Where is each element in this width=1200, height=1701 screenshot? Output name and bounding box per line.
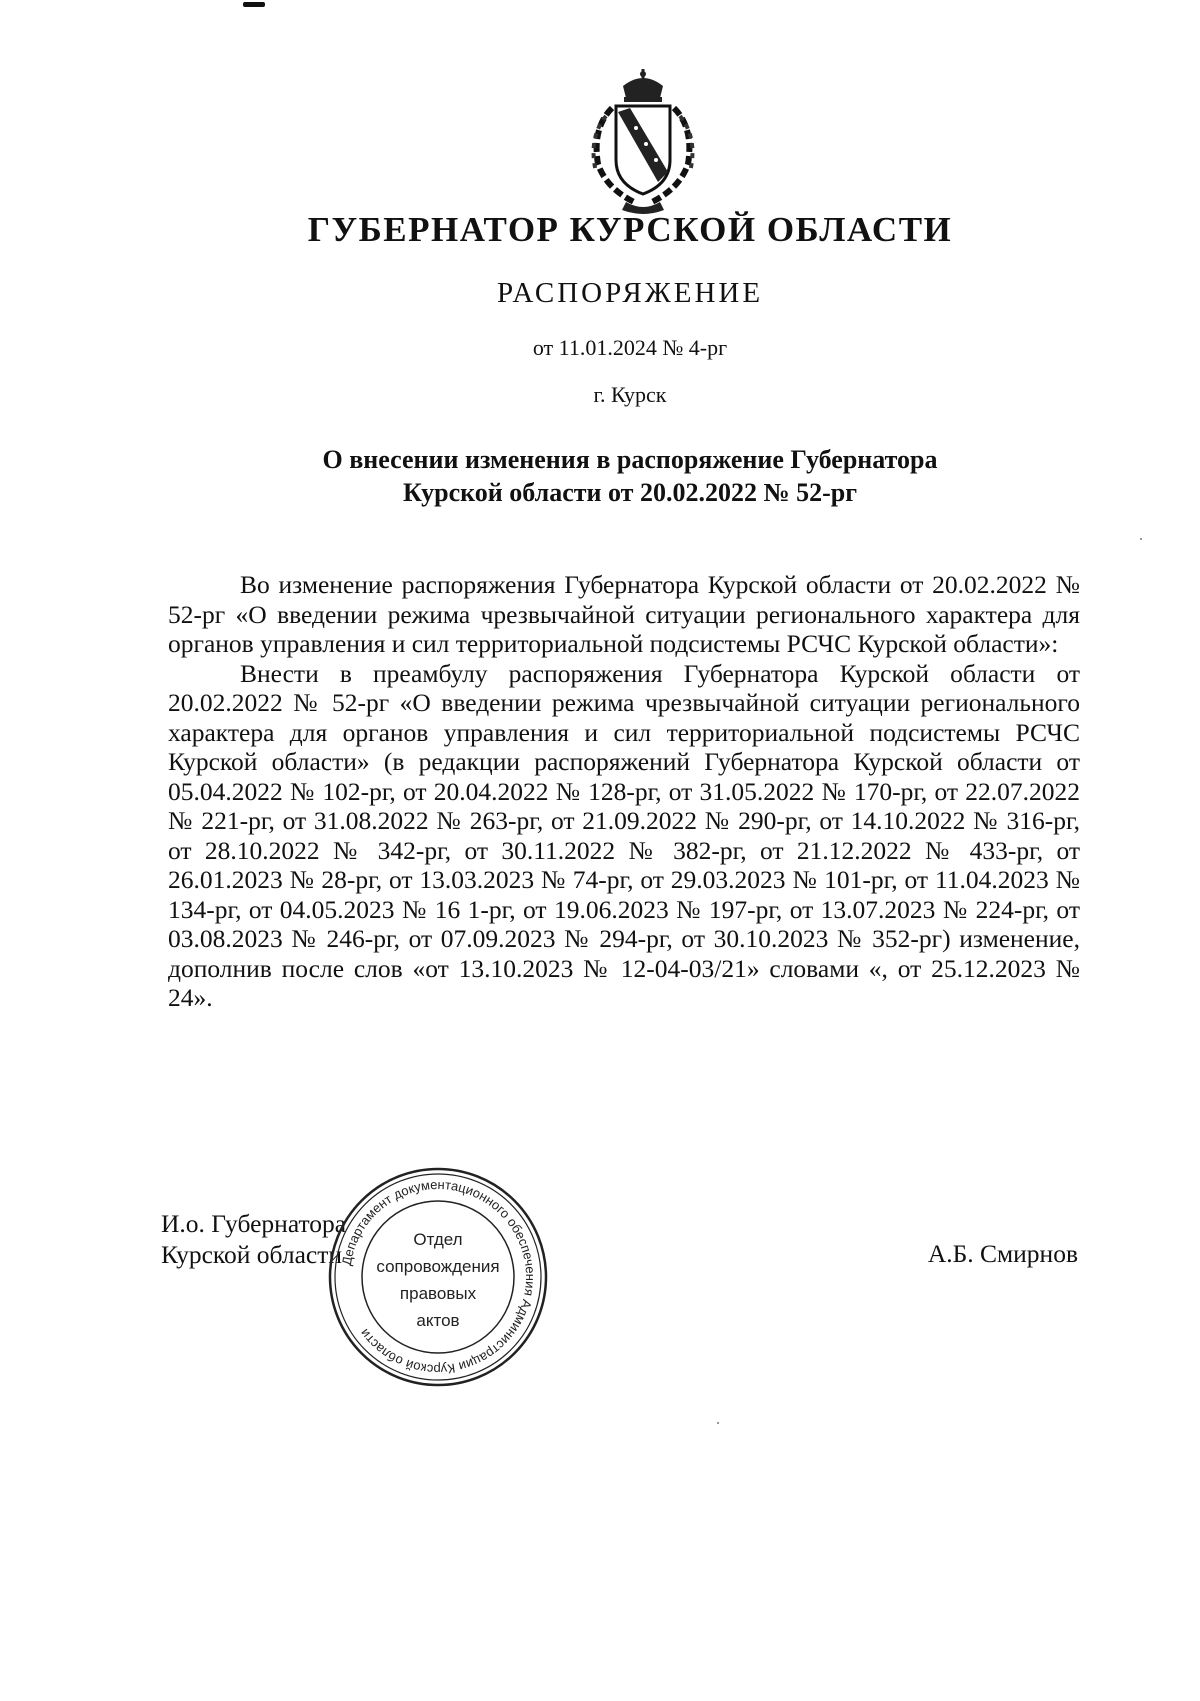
- body-paragraph-1: Во изменение распоряжения Губернатора Курской области от 20.02.2022 № 52-рг «О введении режима чрезвычайной ситуации регионального характера для органов управления и сил территориальной подсистемы РСЧС Курской области»:: [168, 570, 1080, 658]
- coat-of-arms-emblem: [568, 68, 718, 218]
- stamp-center-line-4: актов: [416, 1311, 460, 1330]
- scan-speck: [717, 1422, 719, 1424]
- signatory-position-line-1: И.о. Губернатора: [161, 1209, 347, 1238]
- scan-mark: [243, 2, 265, 7]
- document-body: [168, 570, 1080, 1013]
- document-date-number: от 11.01.2024 № 4-рг: [532, 335, 728, 360]
- signatory-position-line-2: Курской области: [161, 1240, 343, 1269]
- kursk-coat-of-arms-icon: [568, 68, 718, 218]
- official-stamp: [323, 1162, 553, 1392]
- stamp-center-line-3: правовых: [399, 1284, 477, 1303]
- issuing-authority: ГУБЕРНАТОР КУРСКОЙ ОБЛАСТИ: [307, 210, 953, 249]
- document-title: [0, 443, 1200, 509]
- stamp-ring-text: Департамент документационного обеспечения Администрации Курской области: [338, 1176, 539, 1378]
- signatory-position: [161, 1208, 346, 1270]
- document-title-line-1: О внесении изменения в распоряжение Губернатора: [322, 445, 938, 474]
- stamp-center-line-1: Отдел: [413, 1230, 463, 1249]
- document-place: г. Курск: [593, 382, 667, 407]
- body-paragraph-2: Внести в преамбулу распоряжения Губернатора Курской области от 20.02.2022 № 52-рг «О введении режима чрезвычайной ситуации регионального характера для органов управления и сил территориальной подсистемы РСЧС Курской области» (в редакции распоряжений Губернатора Курской области от 05.04.2022 № 102-рг, от 20.04.2022 № 128-рг, от 31.05.2022 № 170-рг, от 22.07.2022 № 221-рг, от 31.08.2022 № 263-рг, от 21.09.2022 № 290-рг, от 14.10.2022 № 316-рг, от 28.10.2022 № 342-рг, от 30.11.2022 № 382-рг, от 21.12.2022 № 433-рг, от 26.01.2023 № 28-рг, от 13.03.2023 № 74-рг, от 29.03.2023 № 101-рг, от 11.04.2023 № 134-рг, от 04.05.2023 № 16 1-рг, от 19.06.2023 № 197-рг, от 13.07.2023 № 224-рг, от 03.08.2023 № 246-рг, от 07.09.2023 № 294-рг, от 30.10.2023 № 352-рг) изменение, дополнив после слов «от 13.10.2023 № 12-04-03/21» словами «, от 25.12.2023 № 24».: [168, 658, 1080, 1012]
- document-title-line-2: Курской области от 20.02.2022 № 52-рг: [402, 478, 858, 507]
- signatory-name: А.Б. Смирнов: [927, 1239, 1078, 1268]
- scan-speck: [1140, 538, 1142, 540]
- document-type: РАСПОРЯЖЕНИЕ: [496, 277, 764, 309]
- stamp-center-line-2: сопровождения: [376, 1257, 500, 1276]
